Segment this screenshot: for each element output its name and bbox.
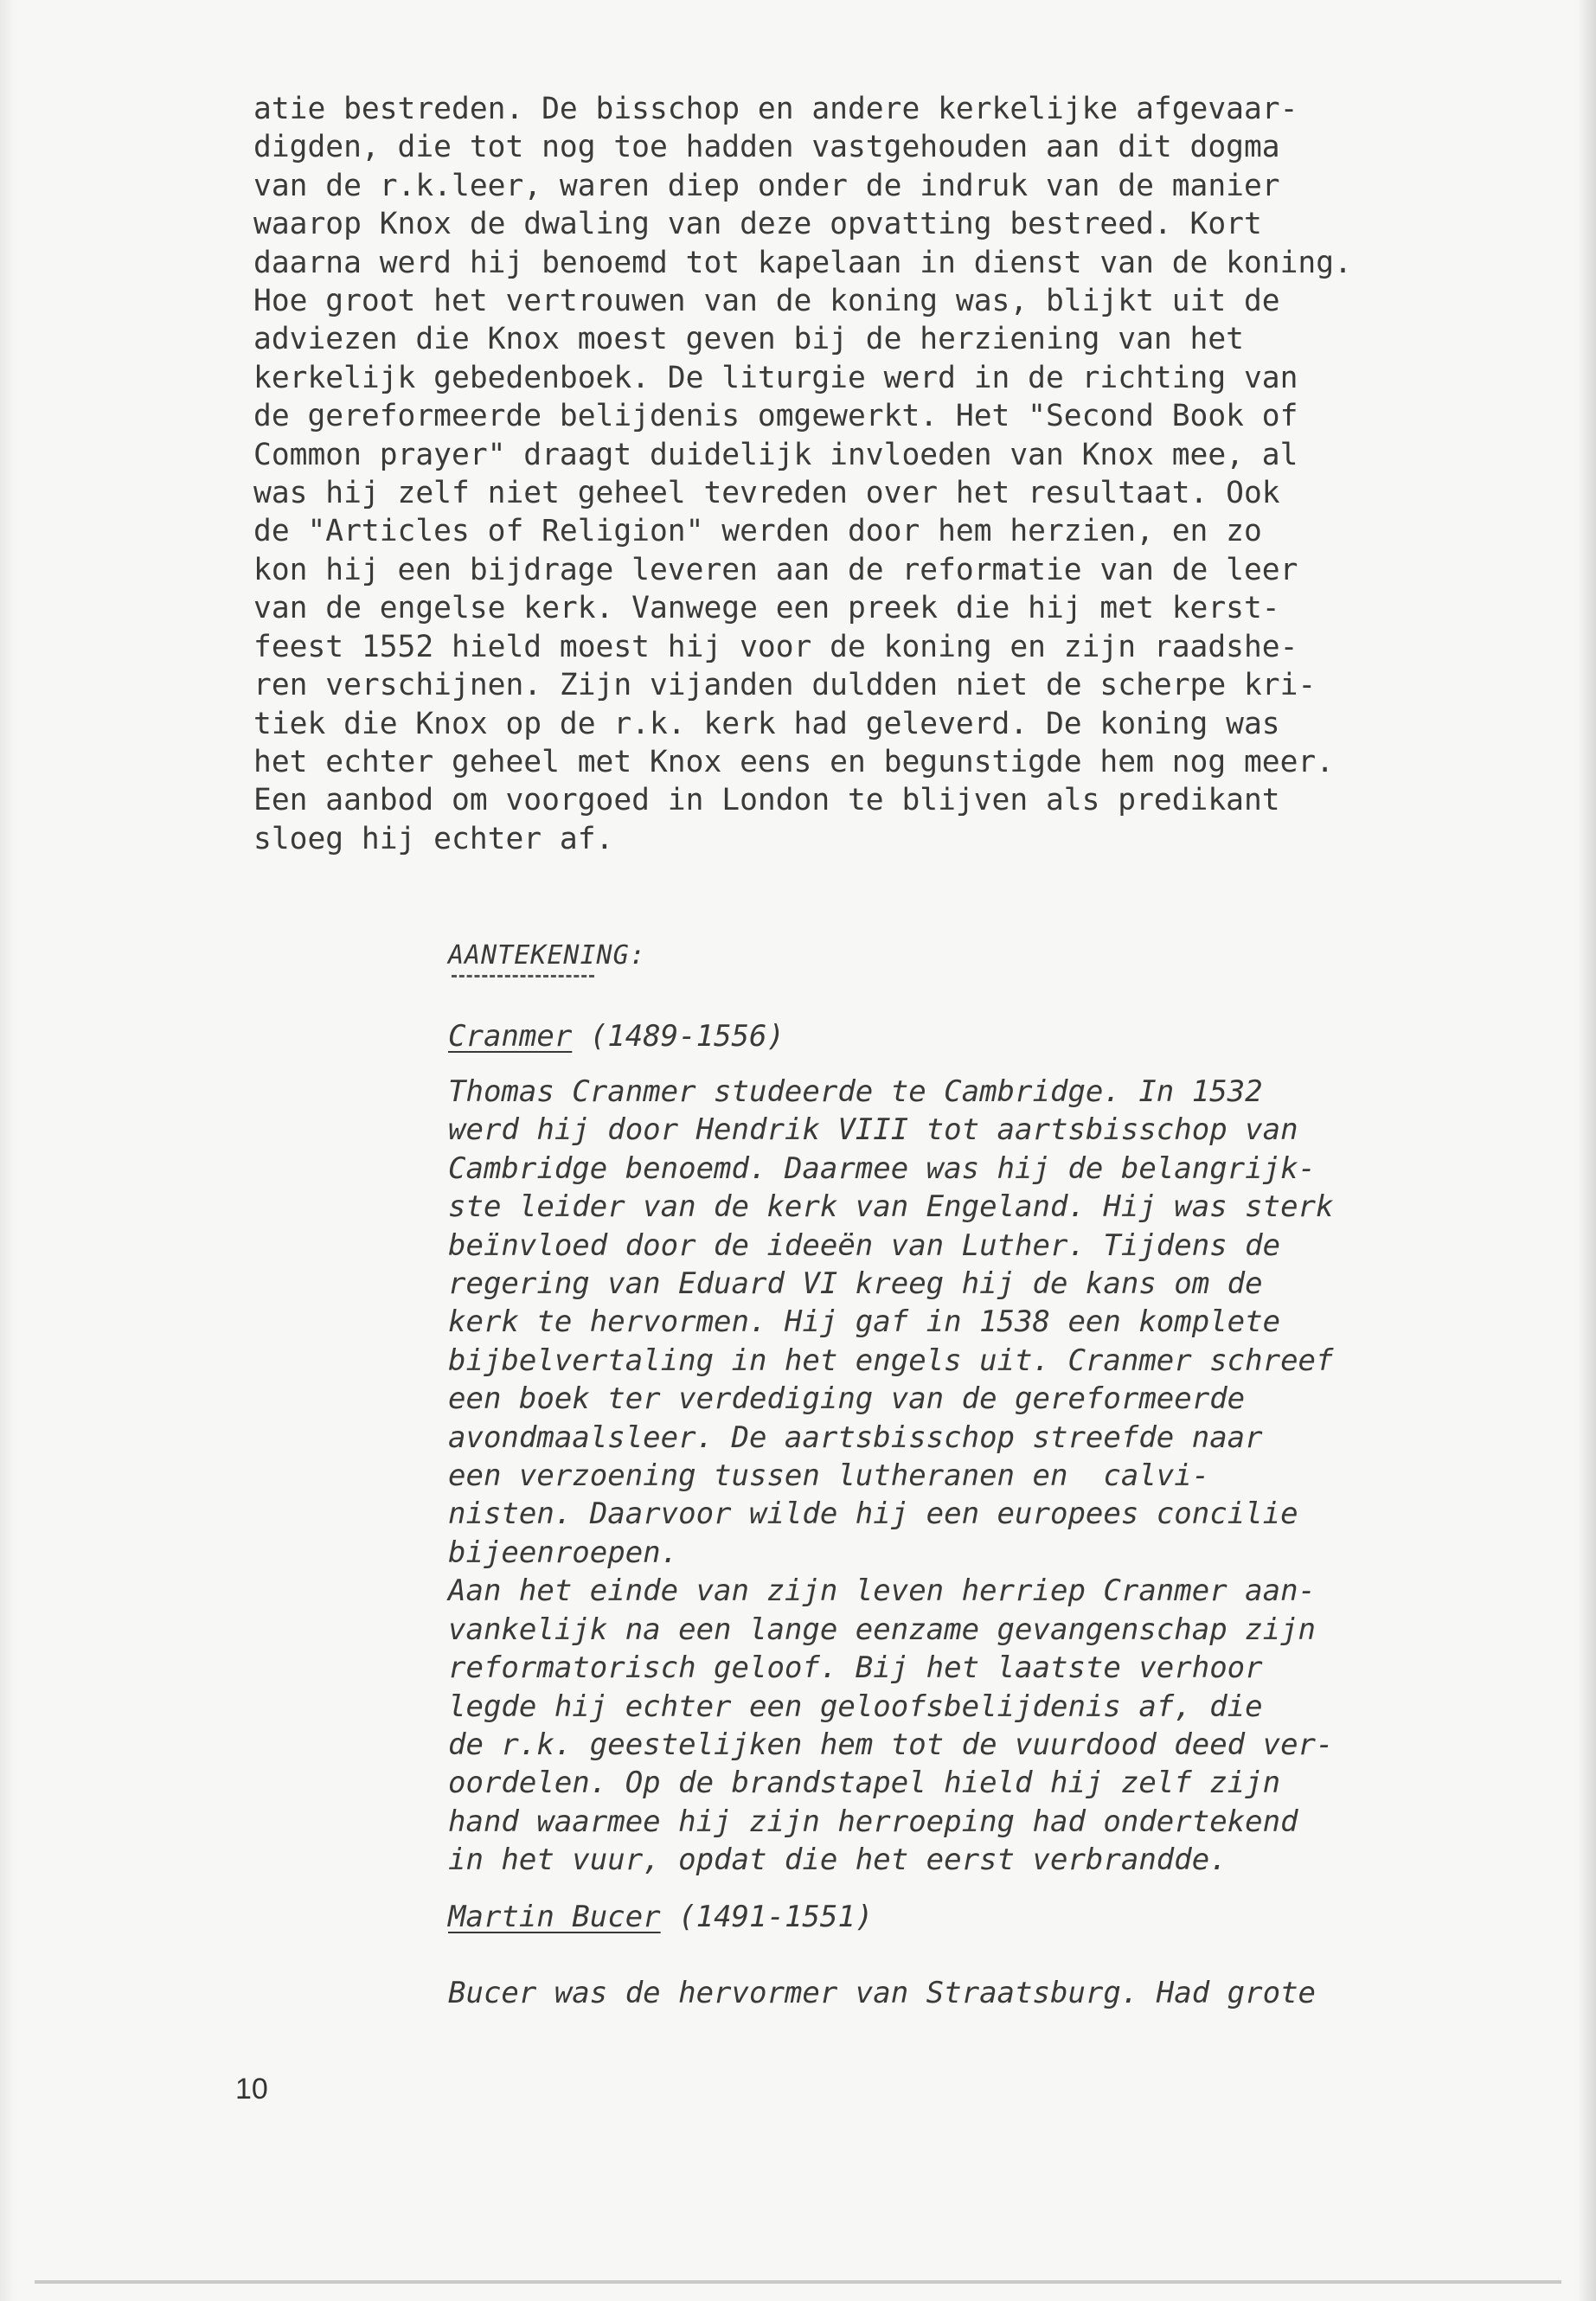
body-paragraph [253, 90, 1465, 858]
body-line: kon hij een bijdrage leveren aan de reformatie van de leer [253, 552, 1298, 587]
cranmer-line: ste leider van de kerk van Engeland. Hij was sterk [448, 1189, 1334, 1225]
entry-text-bucer [448, 1974, 1529, 2012]
body-line: daarna werd hij benoemd tot kapelaan in dienst van de koning. [253, 245, 1352, 280]
body-line: Common prayer" draagt duidelijk invloeden van Knox mee, al [253, 437, 1298, 472]
body-line: tiek die Knox op de r.k. kerk had geleverd. De koning was [253, 706, 1280, 741]
cranmer-line: hand waarmee hij zijn herroeping had ondertekend [448, 1804, 1298, 1839]
entry-text-cranmer [448, 1073, 1529, 1880]
body-line: de gereformeerde belijdenis omgewerkt. Het "Second Book of [253, 399, 1298, 434]
body-line: van de engelse kerk. Vanwege een preek die hij met kerst- [253, 591, 1280, 626]
body-line: kerkelijk gebedenboek. De liturgie werd in de richting van [253, 360, 1298, 395]
cranmer-line: een verzoening tussen lutheranen en calvi- [448, 1458, 1210, 1494]
cranmer-line: Aan het einde van zijn leven herriep Cranmer aan- [448, 1574, 1317, 1609]
body-line: adviezen die Knox moest geven bij de herziening van het [253, 322, 1244, 357]
cranmer-line: avondmaalsleer. De aartsbisschop streefde naar [448, 1420, 1263, 1455]
cranmer-line: oordelen. Op de brandstapel hield hij zelf zijn [448, 1766, 1281, 1801]
cranmer-line: bijbelvertaling in het engels uit. Cranmer schreef [448, 1343, 1334, 1378]
cranmer-line: de r.k. geestelijken hem tot de vuurdood deed ver- [448, 1727, 1334, 1762]
cranmer-line: vankelijk na een lange eenzame gevangenschap zijn [448, 1612, 1317, 1647]
body-line: sloeg hij echter af. [253, 821, 614, 856]
entry-title-cranmer [448, 1017, 785, 1055]
cranmer-line: in het vuur, opdat die het eerst verbrandde. [448, 1843, 1227, 1878]
entry-name: Cranmer [448, 1019, 573, 1054]
body-line: de "Articles of Religion" werden door hem herzien, en zo [253, 514, 1262, 549]
body-line: Een aanbod om voorgoed in London te blijven als predikant [253, 783, 1280, 818]
page-bottom-edge [35, 2280, 1561, 2284]
body-line: was hij zelf niet geheel tevreden over het resultaat. Ook [253, 476, 1280, 511]
cranmer-line: reformatorisch geloof. Bij het laatste verhoor [448, 1650, 1263, 1686]
body-line: het echter geheel met Knox eens en begunstigde hem nog meer. [253, 744, 1335, 779]
cranmer-line: legde hij echter een geloofsbelijdenis af, die [448, 1689, 1263, 1724]
page-number: 10 [235, 2073, 268, 2106]
entry-dates: (1491-1551) [678, 1900, 874, 1934]
body-line: van de r.k.leer, waren diep onder de indruk van de manier [253, 168, 1280, 203]
cranmer-line: kerk te hervormen. Hij gaf in 1538 een komplete [448, 1304, 1281, 1340]
body-line: waarop Knox de dwaling van deze opvatting bestreed. Kort [253, 207, 1262, 242]
cranmer-line: Cambridge benoemd. Daarmee was hij de belangrijk- [448, 1150, 1317, 1186]
entry-dates: (1489-1556) [589, 1019, 785, 1054]
cranmer-line: beïnvloed door de ideeën van Luther. Tijdens de [448, 1227, 1281, 1263]
body-line: atie bestreden. De bisschop en andere kerkelijke afgevaar- [253, 92, 1298, 126]
cranmer-line: regering van Eduard VI kreeg hij de kans om de [448, 1266, 1263, 1302]
entry-name: Martin Bucer [448, 1900, 661, 1934]
cranmer-line: bijeenroepen. [448, 1535, 679, 1570]
cranmer-line: Thomas Cranmer studeerde te Cambridge. In 1532 [448, 1074, 1263, 1109]
note-heading-underline [452, 975, 594, 977]
cranmer-line: werd hij door Hendrik VIII tot aartsbisschop van [448, 1112, 1298, 1148]
cranmer-line: een boek ter verdediging van de gereformeerde [448, 1381, 1246, 1417]
body-line: Hoe groot het vertrouwen van de koning was, blijkt uit de [253, 284, 1280, 319]
cranmer-line: nisten. Daarvoor wilde hij een europees concilie [448, 1497, 1298, 1532]
body-line: ren verschijnen. Zijn vijanden duldden niet de scherpe kri- [253, 668, 1317, 703]
bucer-line: Bucer was de hervormer van Straatsburg. Had grote [448, 1976, 1317, 2010]
body-line: feest 1552 hield moest hij voor de koning en zijn raadshe- [253, 629, 1298, 664]
body-line: digden, die tot nog toe hadden vastgehouden aan dit dogma [253, 130, 1280, 165]
entry-title-bucer [448, 1898, 873, 1936]
note-heading: AANTEKENING: [448, 940, 646, 971]
